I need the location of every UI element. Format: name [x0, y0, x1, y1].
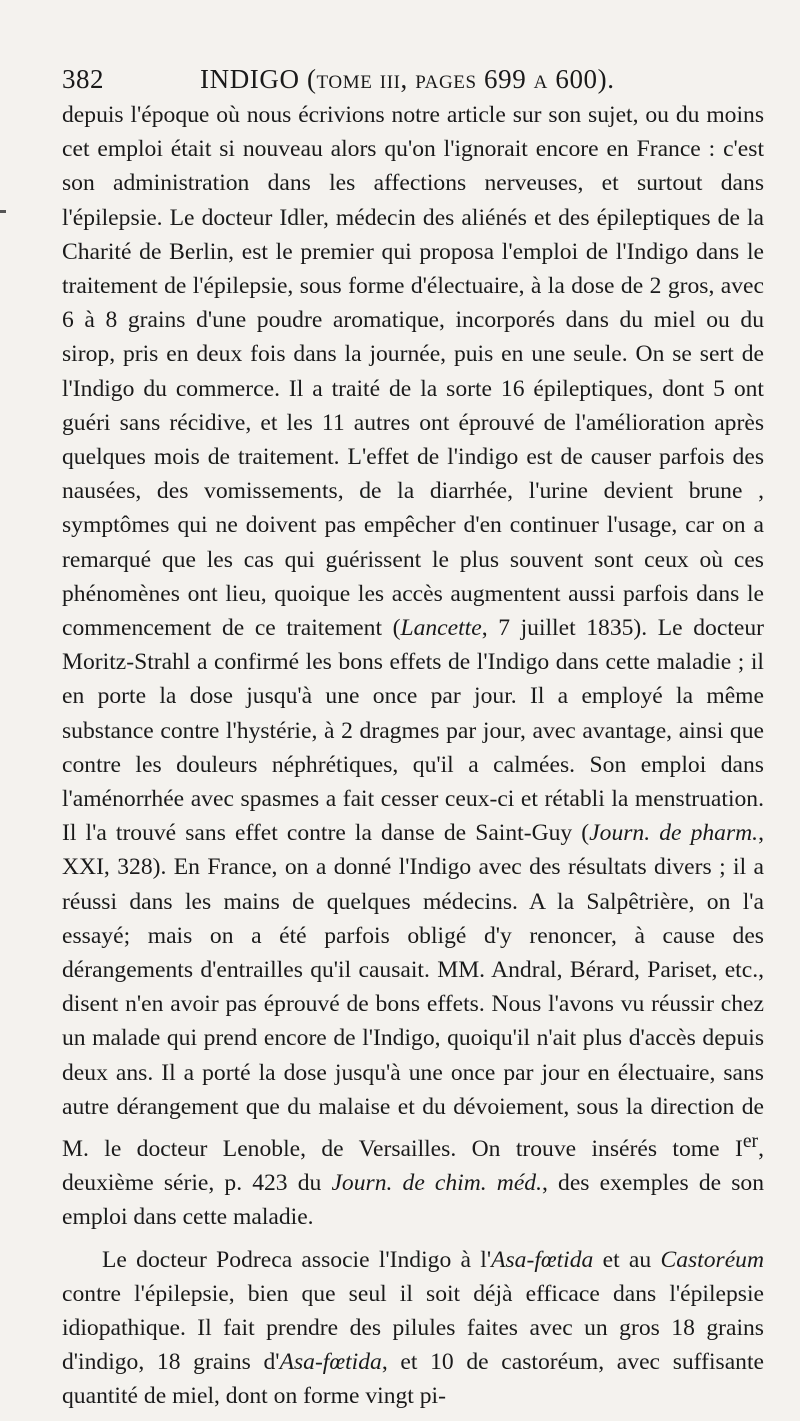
text-run: , XXI, 328). En France, on a donné l'Indigo avec des résultats divers ; il a réussi dans les mains de quelques médecins. A la Salpêtrière, on l'a essayé; mais on a été parfois obligé d'y renoncer, à cause des dérangements d'entrailles qu'il causait. MM. Andral, Bérard, Pariset, etc., disent n'en avoir pas éprouvé de bons effets. Nous l'avons vu réussir chez un malade qui prend encore de l'Indigo, quoiqu'il n'ait plus d'accès depuis deux ans. Il a porté la dose jusqu'à une once par jour en électuaire, sans autre dérangement que du malaise et du dévoiement, sous la direction de M. le docteur Lenoble, de Versailles. On trouve insérés tome I [62, 820, 764, 1162]
text-run: , des exemples de son emploi dans cette maladie. [62, 1170, 765, 1231]
text-run: contre l'épilepsie, bien que seul il soit déjà efficace dans l'épilepsie idiopathique. Il fait prendre des pilules faites avec un gros 18 grains d'indigo, 18 grains d' [62, 1280, 764, 1376]
running-title-rest: (tome iii, pages 699 a 600). [306, 64, 615, 94]
term-italic: Asa-fœtida [491, 1246, 594, 1273]
page-number: 382 [62, 64, 104, 94]
text-run: depuis l'époque où nous écrivions notre article sur son sujet, ou du moins cet emploi était si nouveau alors qu'on l'ignorait encore en France : c'est son administration dans les affections nerveuses, et surtout dans l'épilepsie. Le docteur Idler, médecin des aliénés et des épileptiques de la Charité de Berlin, est le premier qui proposa l'emploi de l'Indigo dans le traitement de l'épilepsie, sous forme d'électuaire, à la dose de 2 gros, avec 6 à 8 grains d'une poudre aromatique, incorporés dans du miel ou du sirop, pris en deux fois dans la journée, puis en une seule. On se sert de l'Indigo du commerce. Il a traité de la sorte 16 épileptiques, dont 5 ont guéri sans récidive, et les 11 autres ont éprouvé de l'amélioration après quelques mois de traitement. L'effet de l'indigo est de causer parfois des nausées, des vomissements, de la diarrhée, l'urine devient brune , symptômes qui ne doivent pas empêcher d'en continuer l'usage, car on a remarqué que les cas qui guérissent le plus souvent sont ceux où ces phénomènes ont lieu, quoique les accès augmentent aussi parfois dans le commencement de ce traitement ( [62, 102, 764, 642]
term-italic: Castoréum [660, 1246, 765, 1273]
text-run: Le docteur Podreca associe l'Indigo à l' [102, 1246, 492, 1273]
citation-italic: Journ. de chim. méd. [331, 1170, 543, 1197]
paragraph-1 [62, 98, 764, 1235]
citation-italic: Journ. de pharm. [589, 820, 759, 847]
text-run: et au [593, 1246, 661, 1273]
running-head [62, 62, 764, 96]
text-run: , deuxième série, p. 423 du [62, 1135, 764, 1197]
citation-italic: Lancette [400, 615, 482, 642]
running-title [200, 62, 615, 96]
paragraph-2 [62, 1243, 764, 1414]
margin-mark [0, 210, 6, 213]
text-run: , et 10 de castoréum, avec suffisante quantité de miel, dont on forme vingt pi- [62, 1349, 764, 1410]
superscript: er [742, 1130, 759, 1153]
running-title-start: INDIGO [200, 64, 300, 94]
term-italic: Asa-fœtida [279, 1349, 382, 1376]
text-run: , 7 juillet 1835). Le docteur Moritz-Strahl a confirmé les bons effets de l'Indigo dans cette maladie ; il en porte la dose jusqu'à une once par jour. Il a employé la même substance contre l'hystérie, à 2 dragmes par jour, avec avantage, ainsi que contre les douleurs néphrétiques, qu'il a calmées. Son emploi dans l'aménorrhée avec spasmes a fait cesser ceux-ci et rétabli la menstruation. Il l'a trouvé sans effet contre la danse de Saint-Guy ( [62, 615, 764, 847]
